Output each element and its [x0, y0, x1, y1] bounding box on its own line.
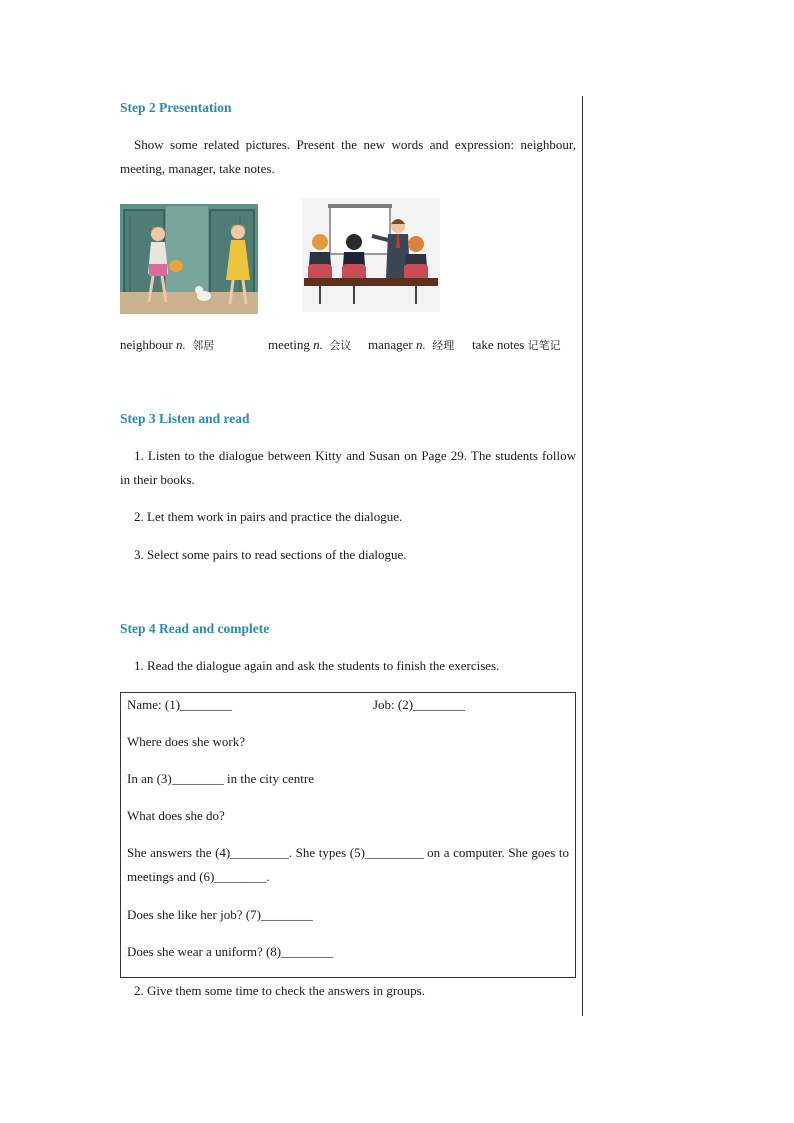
step3-item-1: 1. Listen to the dialogue between Kitty and Susan on Page 29. The students follow in their books.: [120, 448, 576, 487]
exercise-question-3: Does she like her job? (7)________: [127, 907, 313, 922]
step2-paragraph: Show some related pictures. Present the new words and expression: neighbour, meeting, manager, take notes.: [120, 137, 576, 176]
meeting-picture: [302, 198, 440, 312]
exercise-job-blank: Job: (2)________: [373, 697, 466, 712]
step3-item-3: 3. Select some pairs to read sections of the dialogue.: [134, 547, 407, 562]
step2-heading: Step 2 Presentation: [120, 100, 232, 115]
exercise-answer-1: In an (3)________ in the city centre: [127, 771, 314, 786]
vocab-neighbour: neighbour n. 邻居: [120, 337, 215, 352]
step4-heading: Step 4 Read and complete: [120, 621, 270, 636]
exercise-question-1: Where does she work?: [127, 734, 246, 749]
exercise-question-2: What does she do?: [127, 808, 225, 823]
neighbour-picture: [120, 204, 258, 314]
exercise-question-4: Does she wear a uniform? (8)________: [127, 944, 334, 959]
exercise-name-blank: Name: (1)________: [127, 697, 233, 712]
vocab-meeting: meeting n. 会议: [268, 337, 352, 352]
step3-heading: Step 3 Listen and read: [120, 411, 250, 426]
page-margin-line: [582, 96, 583, 1016]
step3-item-2: 2. Let them work in pairs and practice the dialogue.: [134, 509, 403, 524]
vocab-take-notes: take notes 记笔记: [472, 337, 561, 352]
exercise-answer-2: She answers the (4)_________. She types (5)_________ on a computer. She goes to meetings and (6)________.: [127, 845, 569, 884]
exercise-table: [120, 692, 576, 978]
step4-item-2: 2. Give them some time to check the answers in groups.: [134, 983, 425, 998]
vocab-manager: manager n. 经理: [368, 337, 455, 352]
step4-item-1: 1. Read the dialogue again and ask the students to finish the exercises.: [134, 658, 500, 673]
